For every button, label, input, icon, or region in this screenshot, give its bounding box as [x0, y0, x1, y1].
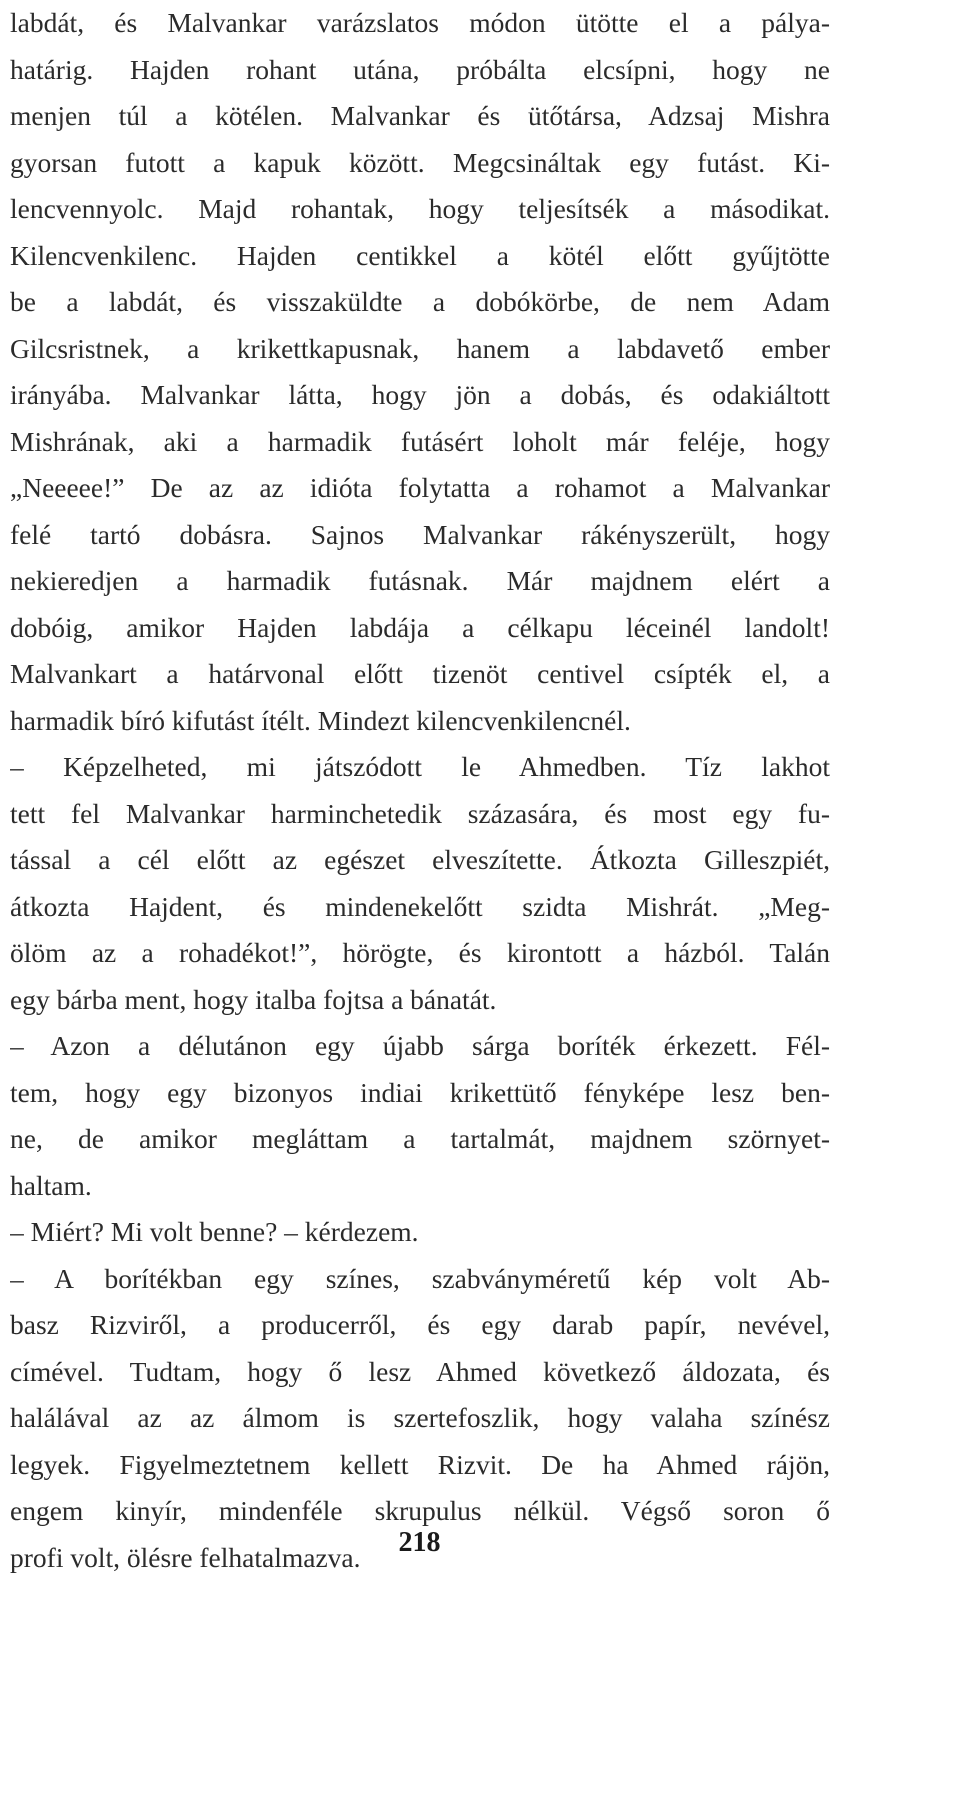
- text-line: be a labdát, és visszaküldte a dobókörbe, de nem Adam: [10, 286, 830, 317]
- text-line: – A borítékban egy színes, szabványméretű kép volt Ab-: [10, 1262, 830, 1294]
- text-line: profi volt, ölésre felhatalmazva.: [10, 1541, 361, 1573]
- text-line: Kilencvenkilenc. Hajden centikkel a kötél előtt gyűjtötte: [10, 239, 830, 271]
- text-line: legyek. Figyelmeztetnem kellett Rizvit. De ha Ahmed rájön,: [10, 1448, 830, 1480]
- text-line: ne, de amikor megláttam a tartalmát, majdnem szörnyet-: [10, 1123, 830, 1154]
- text-line: menjen túl a kötélen. Malvankar és ütőtársa, Adzsaj Mishra: [10, 100, 830, 131]
- text-line: dobóig, amikor Hajden labdája a célkapu léceinél landolt!: [10, 611, 830, 643]
- text-line: – Miért? Mi volt benne? – kérdezem.: [10, 1216, 419, 1247]
- text-line: harmadik bíró kifutást ítélt. Mindezt kilencvenkilencnél.: [10, 704, 631, 736]
- body-text: [10, 0, 830, 1581]
- text-line: címével. Tudtam, hogy ő lesz Ahmed következő áldozata, és: [10, 1355, 830, 1387]
- text-line: tem, hogy egy bizonyos indiai krikettütő fényképe lesz ben-: [10, 1076, 830, 1108]
- text-line: felé tartó dobásra. Sajnos Malvankar rákényszerült, hogy: [10, 518, 830, 550]
- text-line: határig. Hajden rohant utána, próbálta elcsípni, hogy ne: [10, 53, 830, 85]
- text-line: Mishrának, aki a harmadik futásért loholt már feléje, hogy: [10, 425, 830, 457]
- text-line: haltam.: [10, 1169, 92, 1201]
- text-line: lencvennyolc. Majd rohantak, hogy teljesítsék a másodikat.: [10, 193, 830, 224]
- text-line: basz Rizviről, a producerről, és egy darab papír, nevével,: [10, 1309, 830, 1340]
- text-line: – Azon a délutánon egy újabb sárga boríték érkezett. Fél-: [10, 1030, 830, 1061]
- text-line: nekieredjen a harmadik futásnak. Már majdnem elért a: [10, 565, 830, 596]
- text-line: irányába. Malvankar látta, hogy jön a dobás, és odakiáltott: [10, 379, 830, 410]
- text-line: tással a cél előtt az egészet elveszítette. Átkozta Gilleszpiét,: [10, 844, 830, 875]
- text-line: Malvankart a határvonal előtt tizenöt centivel csípték el, a: [10, 658, 830, 689]
- text-line: labdát, és Malvankar varázslatos módon ütötte el a pálya-: [10, 7, 830, 38]
- text-line: gyorsan futott a kapuk között. Megcsináltak egy futást. Ki-: [10, 146, 830, 178]
- text-line: tett fel Malvankar harminchetedik százasára, és most egy fu-: [10, 797, 830, 829]
- text-line: halálával az az álmom is szertefoszlik, hogy valaha színész: [10, 1402, 830, 1433]
- text-line: Gilcsristnek, a krikettkapusnak, hanem a labdavető ember: [10, 332, 830, 364]
- text-line: „Neeeee!” De az az idióta folytatta a rohamot a Malvankar: [10, 472, 830, 503]
- text-line: ölöm az a rohadékot!”, hörögte, és kirontott a házból. Talán: [10, 937, 830, 968]
- page-number: 218: [398, 1527, 441, 1558]
- text-line: egy bárba ment, hogy italba fojtsa a bánatát.: [10, 983, 497, 1015]
- text-line: – Képzelheted, mi játszódott le Ahmedben. Tíz lakhot: [10, 751, 830, 782]
- text-line: engem kinyír, mindenféle skrupulus nélkül. Végső soron ő: [10, 1495, 830, 1526]
- text-line: átkozta Hajdent, és mindenekelőtt szidta Mishrát. „Meg-: [10, 890, 830, 922]
